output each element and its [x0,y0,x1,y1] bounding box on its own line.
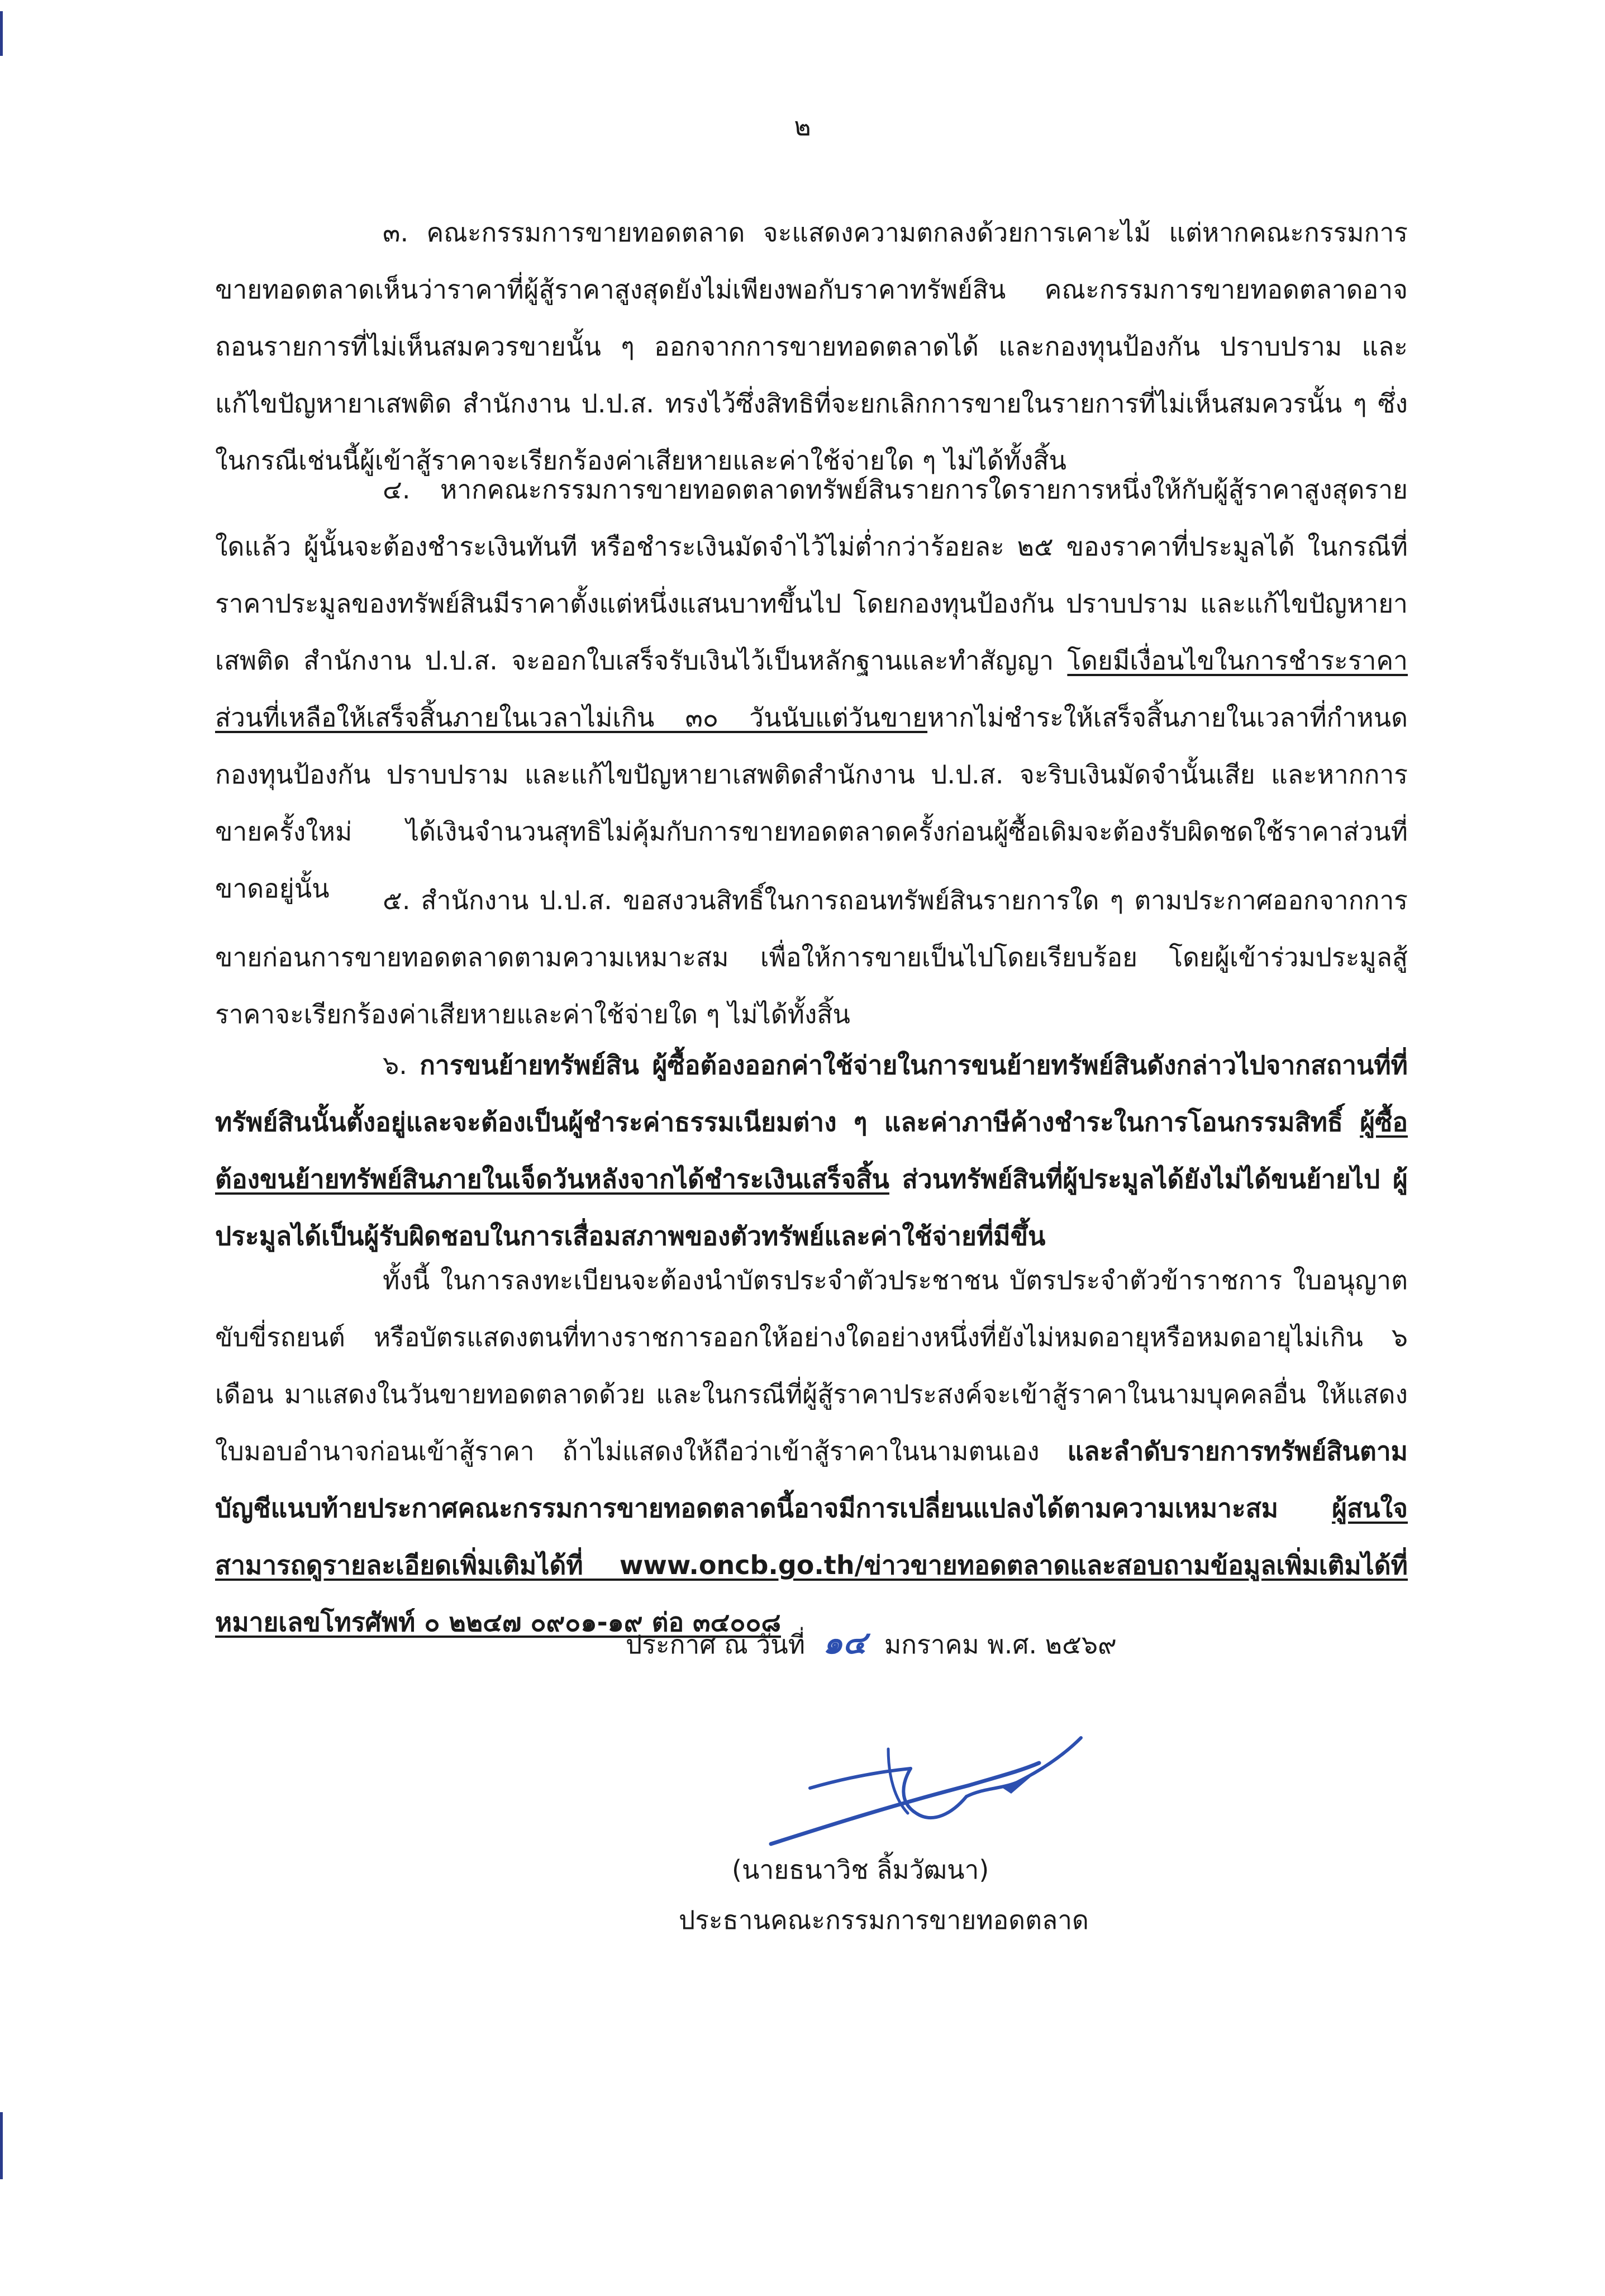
signer-title: ประธานคณะกรรมการขายทอดตลาด [679,1905,1089,1935]
announcement-date [626,1618,1117,1667]
left-edge-mark-bottom [0,2112,3,2179]
registration-list-notice: และลำดับรายการทรัพย์สินตามบัญชีแนบท้ายประกาศคณะกรรมการขายทอดตลาดนี้อาจมีการเปลี่ยนแปลงได้ตามความเหมาะสม [215,1436,1408,1523]
announcement-month-year: มกราคม พ.ศ. ๒๕๖๙ [884,1629,1117,1660]
section-4 [215,461,1408,917]
section-4-text-a: ๔. หากคณะกรรมการขายทอดตลาดทรัพย์สินรายการใดรายการหนึ่งให้กับผู้สู้ราคาสูงสุดรายใดแล้ว ผู้นั้นจะต้องชำระเงินทันที หรือชำระเงินมัดจำไว้ไม่ต่ำกว่าร้อยละ ๒๕ ของราคาที่ประมูลได้ ในกรณีที่ราคาประมูลของทรัพย์สินมีราคาตั้งแต่หนึ่งแสนบาทขึ้นไป โดยกองทุนป้องกัน ปราบปราม และแก้ไขปัญหายาเสพติด สำนักงาน ป.ป.ส. จะออกใบเสร็จรับเงินไว้เป็นหลักฐานและทำสัญญา [215,474,1408,676]
registration-text: ทั้งนี้ ในการลงทะเบียนจะต้องนำบัตรประจำตัวประชาชน บัตรประจำตัวข้าราชการ ใบอนุญาตขับขี่รถยนต์ หรือบัตรแสดงตนที่ทางราชการออกให้อย่างใดอย่างหนึ่งที่ยังไม่หมดอายุหรือหมดอายุไม่เกิน ๖ เดือน มาแสดงในวันขายทอดตลาดด้วย และในกรณีที่ผู้สู้ราคาประสงค์จะเข้าสู้ราคาในนามบุคคลอื่น ให้แสดงใบมอบอำนาจก่อนเข้าสู้ราคา ถ้าไม่แสดงให้ถือว่าเข้าสู้ราคาในนามตนเอง [215,1265,1408,1466]
handwritten-day: ๑๔ [823,1624,866,1661]
left-edge-mark-top [0,11,3,56]
signer-name: (นายธนาวิช ลิ้มวัฒนา) [732,1855,989,1885]
page-number: ๒ [794,111,811,141]
section-5 [215,872,1408,1043]
section-6-deadline: ผู้ซื้อต้องขนย้ายทรัพย์สินภายในเจ็ดวันหลังจากได้ชำระเงินเสร็จสิ้น [215,1107,1408,1194]
section-registration [215,1252,1408,1651]
section-6 [215,1037,1408,1265]
announcement-prefix: ประกาศ ณ วันที่ [626,1629,806,1660]
section-5-text: ๕. สำนักงาน ป.ป.ส. ขอสงวนสิทธิ์ในการถอนทรัพย์สินรายการใด ๆ ตามประกาศออกจากการขายก่อนการขายทอดตลาดตามความเหมาะสม เพื่อให้การขายเป็นไปโดยเรียบร้อย โดยผู้เข้าร่วมประมูลสู้ราคาจะเรียกร้องค่าเสียหายและค่าใช้จ่ายใด ๆ ไม่ได้ทั้งสิ้น [215,885,1408,1029]
section-4-condition: โดยมีเงื่อนไขในการชำระราคาส่วนที่เหลือให้เสร็จสิ้นภายในเวลาไม่เกิน ๓๐ วันนับแต่วันขาย [215,645,1408,733]
section-4-text-b: หากไม่ชำระให้เสร็จสิ้นภายในเวลาที่กำหนด กองทุนป้องกัน ปราบปราม และแก้ไขปัญหายาเสพติดสำนักงาน ป.ป.ส. จะริบเงินมัดจำนั้นเสีย และหากการขายครั้งใหม่ ได้เงินจำนวนสุทธิไม่คุ้มกับการขายทอดตลาดครั้งก่อนผู้ซื้อเดิมจะต้องรับผิดชดใช้ราคาส่วนที่ขาดอยู่นั้น [215,702,1408,904]
section-3-text: ๓. คณะกรรมการขายทอดตลาด จะแสดงความตกลงด้วยการเคาะไม้ แต่หากคณะกรรมการขายทอดตลาดเห็นว่าราคาที่ผู้สู้ราคาสูงสุดยังไม่เพียงพอกับราคาทรัพย์สิน คณะกรรมการขายทอดตลาดอาจถอนรายการที่ไม่เห็นสมควรขายนั้น ๆ ออกจากการขายทอดตลาดได้ และกองทุนป้องกัน ปราบปราม และแก้ไขปัญหายาเสพติด สำนักงาน ป.ป.ส. ทรงไว้ซึ่งสิทธิที่จะยกเลิกการขายในรายการที่ไม่เห็นสมควรนั้น ๆ ซึ่งในกรณีเช่นนี้ผู้เข้าสู้ราคาจะเรียกร้องค่าเสียหายและค่าใช้จ่ายใด ๆ ไม่ได้ทั้งสิ้น [215,217,1408,476]
section-6-text-b: ส่วนทรัพย์สินที่ผู้ประมูลได้ยังไม่ได้ขนย้ายไป ผู้ประมูลได้เป็นผู้รับผิดชอบในการเสื่อมสภาพของตัวทรัพย์และค่าใช้จ่ายที่มีขึ้น [215,1164,1408,1251]
signature [749,1693,1095,1861]
section-3 [215,204,1408,489]
section-6-text-a: การขนย้ายทรัพย์สิน ผู้ซื้อต้องออกค่าใช้จ่ายในการขนย้ายทรัพย์สินดังกล่าวไปจากสถานที่ที่ทรัพย์สินนั้นตั้งอยู่และจะต้องเป็นผู้ชำระค่าธรรมเนียมต่าง ๆ และค่าภาษีค้างชำระในการโอนกรรมสิทธิ์ [215,1050,1408,1137]
registration-contact: ผู้สนใจสามารถดูรายละเอียดเพิ่มเติมได้ที่ www.oncb.go.th/ข่าวขายทอดตลาดและสอบถามข้อมูลเพิ่มเติมได้ที่หมายเลขโทรศัพท์ ๐ ๒๒๔๗ ๐๙๐๑-๑๙ ต่อ ๓๔๐๐๘ [215,1493,1408,1637]
section-6-number: ๖. [383,1050,407,1080]
